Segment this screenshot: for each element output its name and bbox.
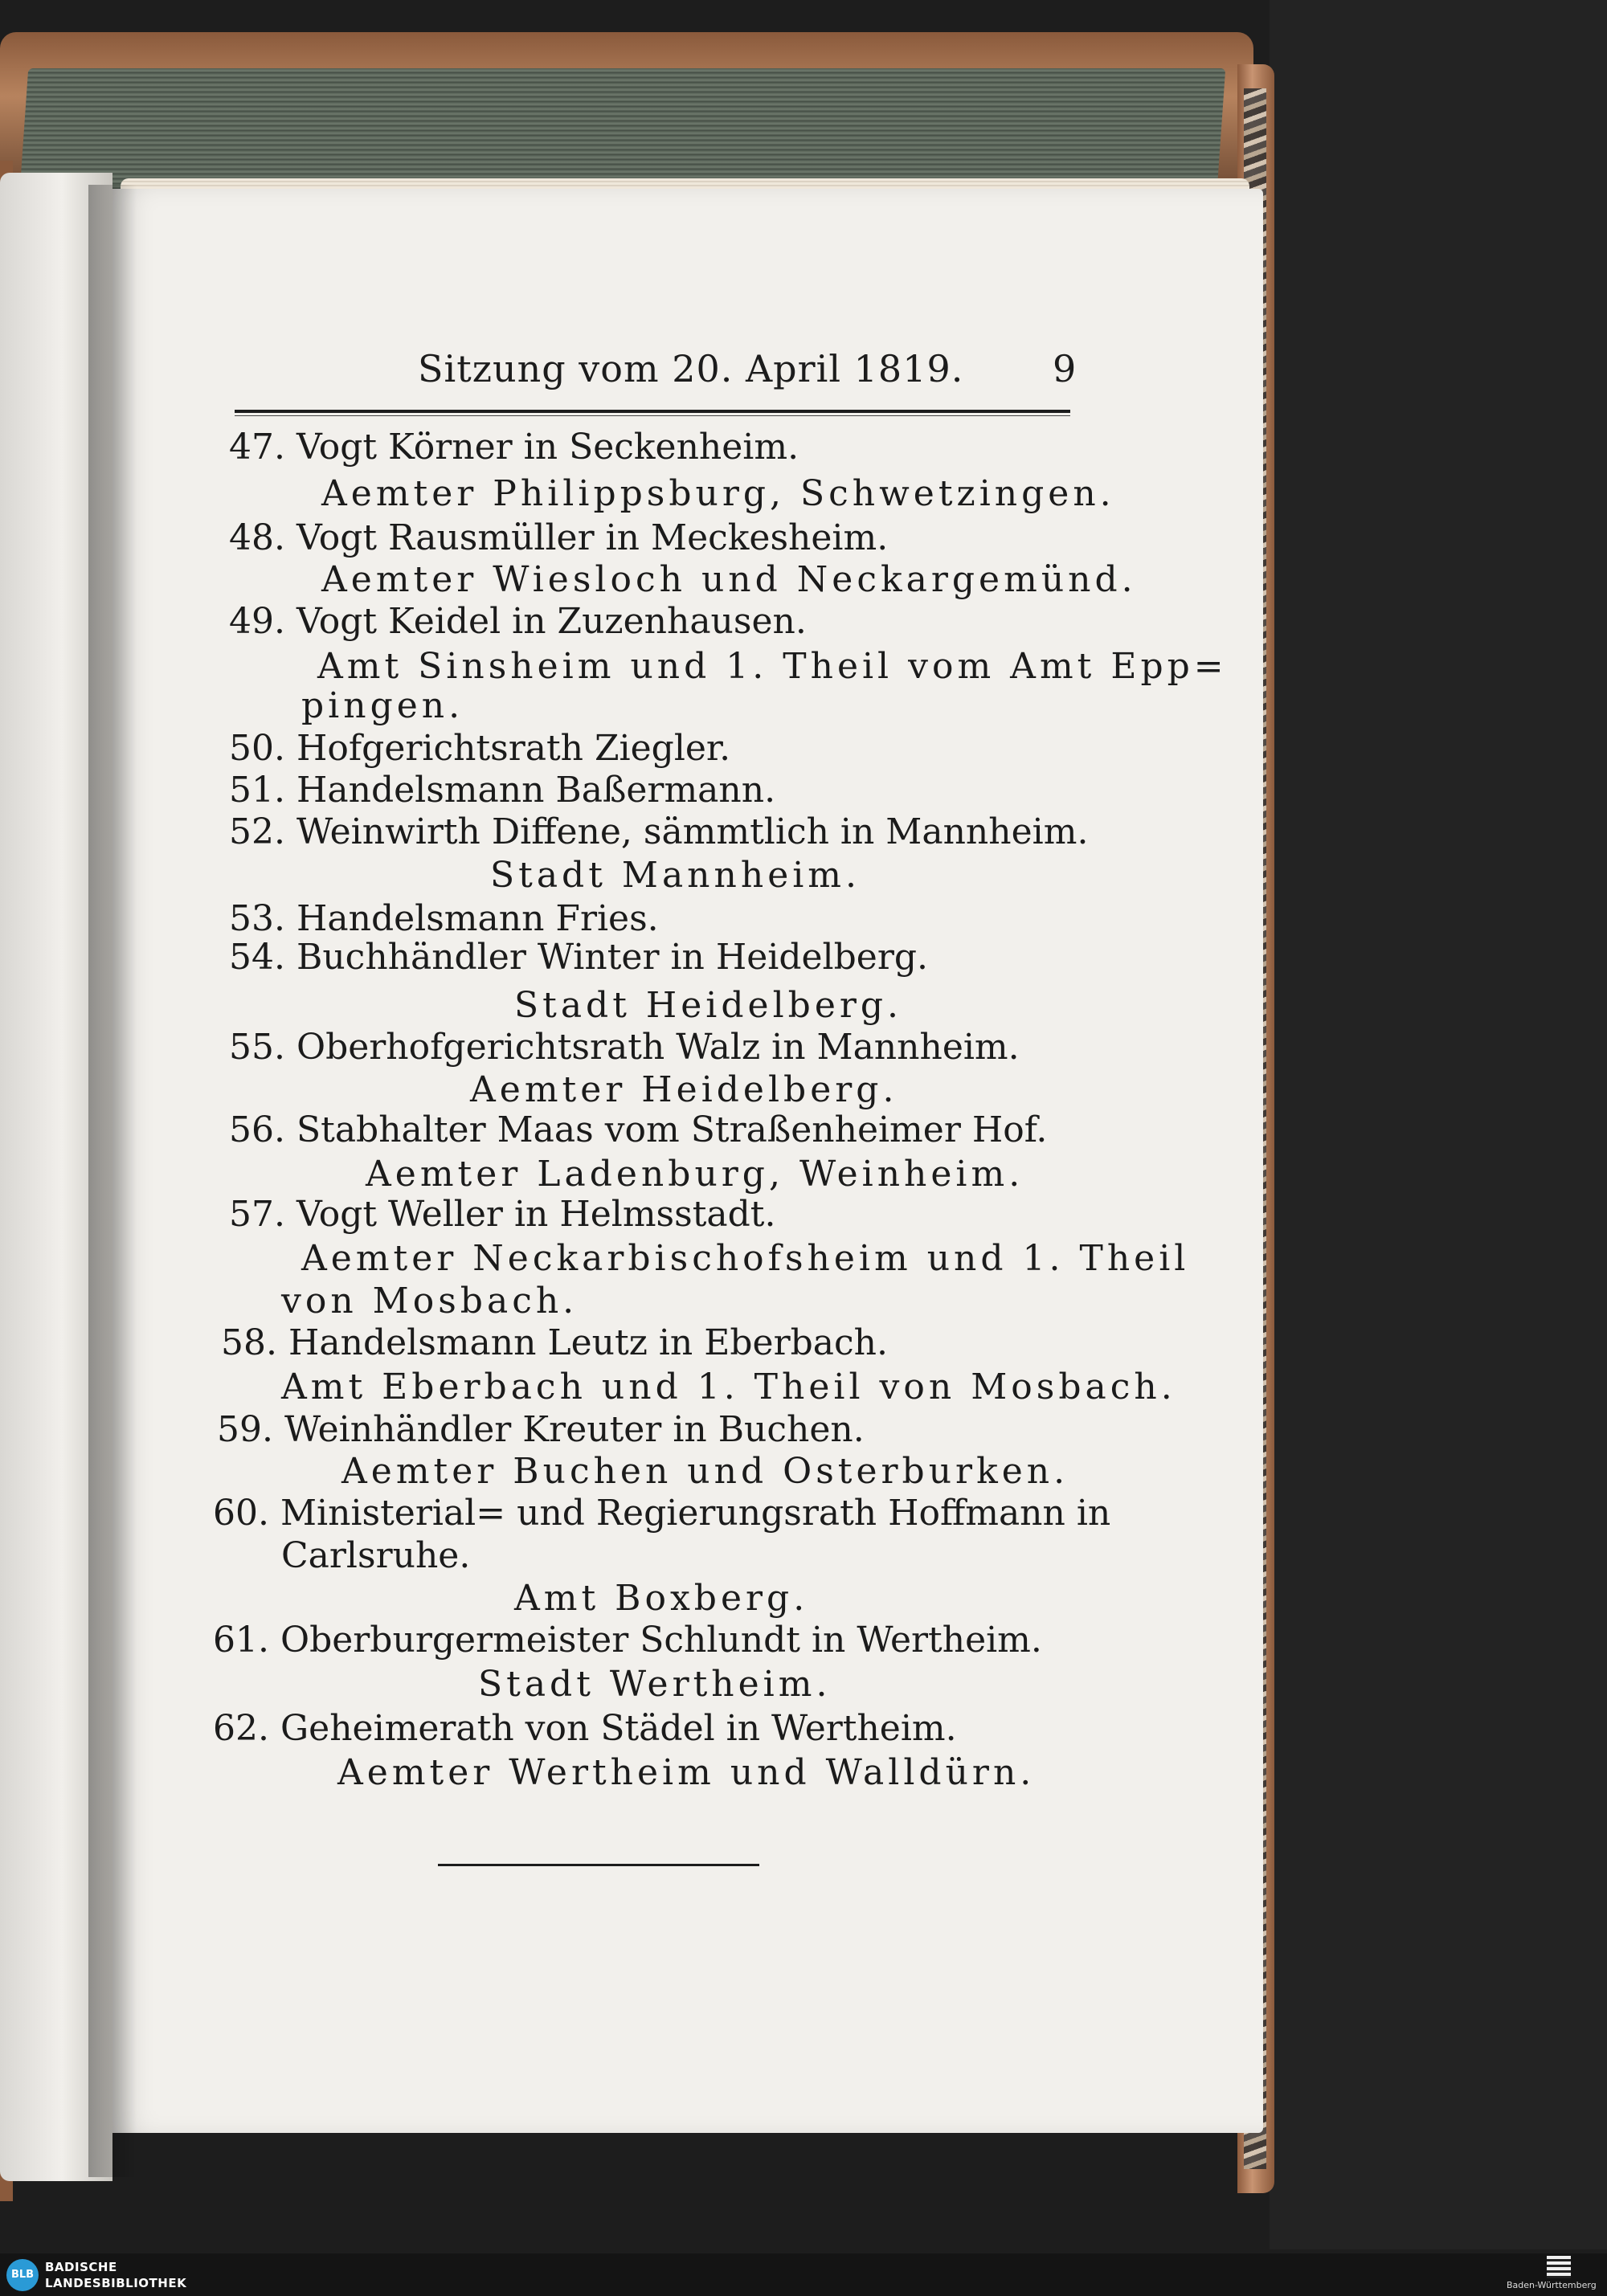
entry-text: Amt Sinsheim und 1. Theil vom Amt Epp= <box>317 646 1228 687</box>
list-item <box>229 1194 776 1235</box>
entry-text: Aemter Wiesloch und Neckargemünd. <box>321 559 1137 600</box>
header-rule-thin <box>235 415 1070 416</box>
entry-text: Aemter Buchen und Osterburken. <box>341 1451 1069 1492</box>
baden-wuerttemberg-logo-icon <box>1547 2256 1571 2278</box>
entry-text: Vogt Körner in Seckenheim. <box>296 427 799 468</box>
entry-number: 60. <box>213 1493 269 1534</box>
list-item <box>229 728 731 769</box>
entry-number: 48. <box>229 517 285 558</box>
list-item <box>301 685 464 726</box>
entry-text: Stadt Wertheim. <box>478 1664 832 1705</box>
list-item <box>321 473 1115 514</box>
entry-number: 62. <box>213 1708 269 1749</box>
list-item <box>229 517 889 558</box>
list-item <box>281 1367 1176 1407</box>
list-item <box>490 855 861 896</box>
list-item <box>229 770 776 811</box>
entry-number: 49. <box>229 601 285 642</box>
entry-number: 53. <box>229 898 285 939</box>
entry-number: 59. <box>217 1409 273 1450</box>
list-item <box>213 1708 957 1749</box>
list-item <box>229 1109 1048 1150</box>
entry-text: Ministerial= und Regierungsrath Hoffmann in <box>280 1493 1111 1534</box>
entry-text: Stadt Mannheim. <box>490 855 861 896</box>
list-item <box>217 1409 865 1450</box>
list-item <box>221 1322 888 1363</box>
entry-number: 54. <box>229 937 285 978</box>
entry-number: 58. <box>221 1322 277 1363</box>
entry-text: Aemter Philippsburg, Schwetzingen. <box>321 473 1115 514</box>
list-item <box>341 1451 1069 1492</box>
list-item <box>366 1154 1024 1195</box>
list-item <box>514 985 903 1026</box>
entry-text: Hofgerichtsrath Ziegler. <box>296 728 731 769</box>
entry-text: Amt Eberbach und 1. Theil von Mosbach. <box>281 1367 1176 1407</box>
entry-text: Vogt Weller in Helmsstadt. <box>296 1194 776 1235</box>
entry-text: Stabhalter Maas vom Straßenheimer Hof. <box>296 1109 1048 1150</box>
entry-text: Vogt Rausmüller in Meckesheim. <box>296 517 889 558</box>
list-item <box>229 937 929 978</box>
list-item <box>321 559 1137 600</box>
footer-bar <box>0 2253 1607 2296</box>
entry-text: von Mosbach. <box>281 1281 579 1322</box>
entry-number: 55. <box>229 1027 285 1068</box>
entry-text: Aemter Heidelberg. <box>470 1069 898 1110</box>
library-name <box>45 2259 186 2291</box>
background <box>1270 0 1607 2249</box>
entry-number: 56. <box>229 1109 285 1150</box>
entry-text: Geheimerath von Städel in Wertheim. <box>280 1708 957 1749</box>
entry-text: Aemter Neckarbischofsheim und 1. Theil <box>301 1238 1190 1279</box>
entry-number: 61. <box>213 1620 269 1661</box>
list-item <box>229 898 659 939</box>
entry-text: Weinhändler Kreuter in Buchen. <box>284 1409 865 1450</box>
list-item <box>281 1281 579 1322</box>
entry-text: Aemter Wertheim und Walldürn. <box>337 1752 1036 1793</box>
spine-shadow <box>88 185 137 2177</box>
list-item <box>514 1578 809 1619</box>
list-item <box>213 1620 1042 1661</box>
list-item <box>213 1493 1111 1534</box>
list-item <box>229 1027 1020 1068</box>
header-rule <box>235 410 1070 413</box>
entry-text: Amt Boxberg. <box>514 1578 809 1619</box>
blb-logo-icon: BLB <box>6 2259 39 2291</box>
list-item <box>301 1238 1190 1279</box>
page-edges-top <box>20 68 1225 189</box>
entry-text: Weinwirth Diffene, sämmtlich in Mannheim. <box>296 811 1089 852</box>
entry-text: Oberburgermeister Schlundt in Wertheim. <box>280 1620 1042 1661</box>
entry-text: Buchhändler Winter in Heidelberg. <box>296 937 929 978</box>
baden-wuerttemberg-label: Baden-Württemberg <box>1507 2280 1597 2290</box>
entry-text: Carlsruhe. <box>281 1535 471 1576</box>
entry-number: 57. <box>229 1194 285 1235</box>
list-item <box>317 646 1228 687</box>
end-rule <box>438 1864 759 1866</box>
entry-text: Oberhofgerichtsrath Walz in Mannheim. <box>296 1027 1020 1068</box>
list-item <box>470 1069 898 1110</box>
entry-number: 47. <box>229 427 285 468</box>
list-item <box>229 601 807 642</box>
entry-number: 51. <box>229 770 285 811</box>
list-item <box>281 1535 471 1576</box>
list-item <box>229 811 1089 852</box>
list-item <box>337 1752 1036 1793</box>
library-name-line1: BADISCHE <box>45 2260 117 2274</box>
list-item <box>229 427 799 468</box>
entry-text: Vogt Keidel in Zuzenhausen. <box>296 601 807 642</box>
entry-number: 50. <box>229 728 285 769</box>
entry-text: Handelsmann Leutz in Eberbach. <box>288 1322 888 1363</box>
entry-text: Stadt Heidelberg. <box>514 985 903 1026</box>
entry-text: pingen. <box>301 685 464 726</box>
list-item <box>478 1664 832 1705</box>
entry-text: Aemter Ladenburg, Weinheim. <box>366 1154 1024 1195</box>
page-header: Sitzung vom 20. April 1819. <box>418 347 964 390</box>
entry-number: 52. <box>229 811 285 852</box>
library-name-line2: LANDESBIBLIOTHEK <box>45 2276 187 2290</box>
entry-text: Handelsmann Fries. <box>296 898 659 939</box>
page-number: 9 <box>1053 347 1077 390</box>
entry-text: Handelsmann Baßermann. <box>296 770 776 811</box>
